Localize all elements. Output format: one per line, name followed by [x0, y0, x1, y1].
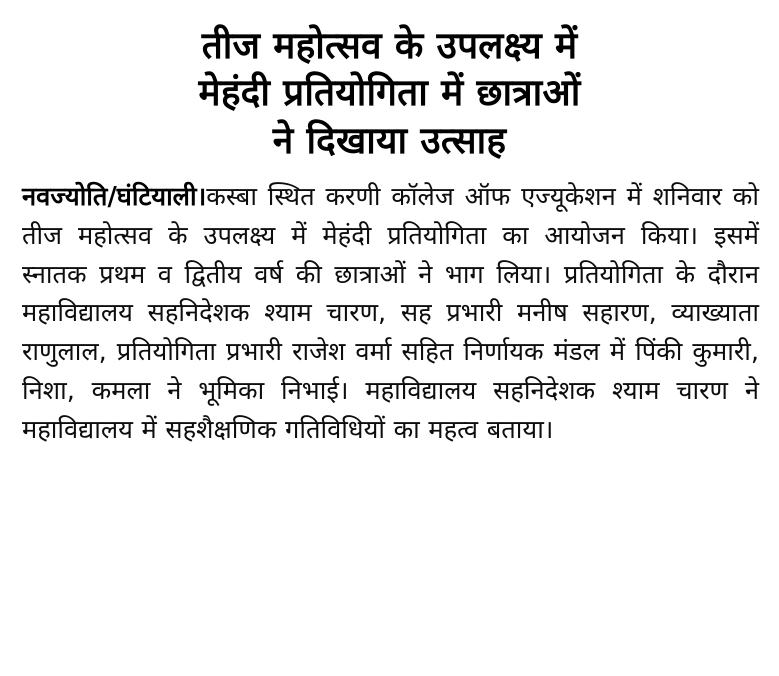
headline	[44, 22, 735, 164]
body-paragraph: कस्बा स्थित करणी कॉलेज ऑफ एज्यूकेशन में शनिवार को तीज महोत्सव के उपलक्ष्य में मेहंदी प्रतियोगिता का आयोजन किया। इसमें स्नातक प्रथम व द्वितीय वर्ष की छात्राओं ने भाग लिया। प्रतियोगिता के दौरान महाविद्यालय सहनिदेशक श्याम चारण, सह प्रभारी मनीष सहारण, व्याख्याता राणुलाल, प्रतियोगिता प्रभारी राजेश वर्मा सहित निर्णायक मंडल में पिंकी कुमारी, निशा, कमला ने भूमिका निभाई। महाविद्यालय सहनिदेशक श्याम चारण ने महाविद्यालय में सहशैक्षणिक गतिविधियों का महत्व बताया।	[22, 182, 759, 445]
headline-line-2: मेहंदी प्रतियोगिता में छात्राओं	[198, 71, 581, 115]
headline-line-3: ने दिखाया उत्साह	[272, 118, 507, 162]
dateline: नवज्योति/घंटियाली।	[22, 182, 207, 213]
bottom-spacer	[14, 449, 765, 473]
headline-line-1: तीज महोत्सव के उपलक्ष्य में	[201, 24, 578, 67]
article-body	[22, 178, 759, 449]
